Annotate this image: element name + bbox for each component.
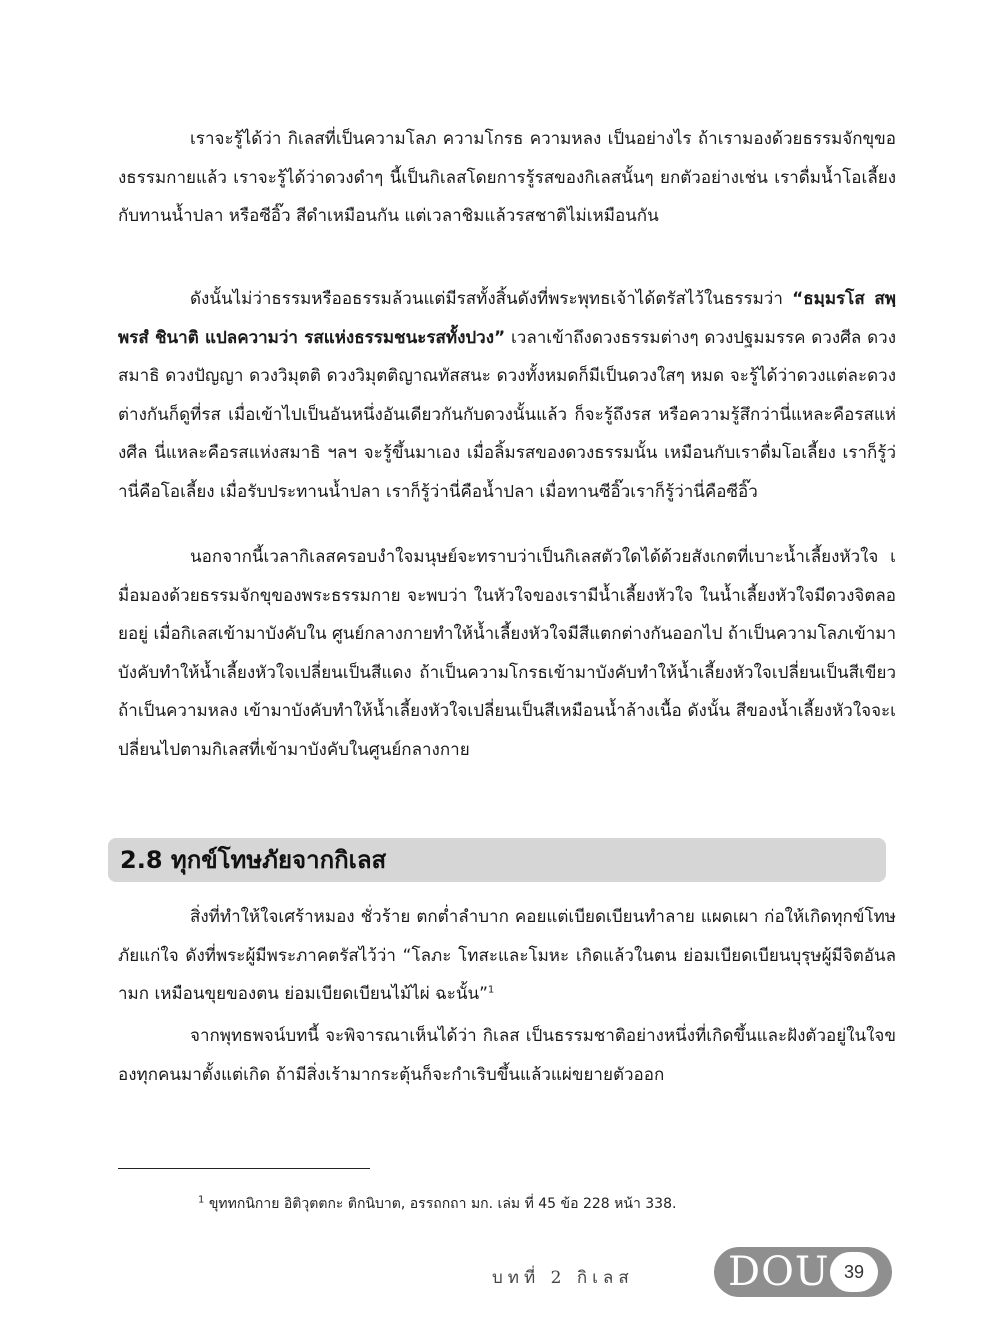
footnote-text: ขุททกนิกาย อิติวุตตกะ ติกนิบาต, อรรถกถา มก. เล่ม ที่ 45 ข้อ 228 หน้า 338. <box>208 1196 677 1212</box>
section-heading: 2.8 ทุกข์โทษภัยจากกิเลส <box>120 846 387 874</box>
page-number: 39 <box>843 1262 865 1282</box>
paragraph-4-text: สิ่งที่ทำให้ใจเศร้าหมอง ชั่วร้าย ตกต่ำลำบาก คอยแต่เบียดเบียนทำลาย แผดเผา ก่อให้เกิดทุกข์โทษภัยแก่ใจ ดังที่พระผู้มีพระภาคตรัสไว้ว่า “โลภะ โทสะและโมหะ เกิดแล้วในตน ย่อมเบียดเบียนบุรุษผู้มีจิตอันลามก เหมือนขุยของตน ย่อมเบียดเบียนไม้ไผ่ ฉะนั้น” <box>118 907 896 1004</box>
paragraph-2-text-after: เวลาเข้าถึงดวงธรรมต่างๆ ดวงปฐมมรรค ดวงศีล ดวงสมาธิ ดวงปัญญา ดวงวิมุตติ ดวงวิมุตติญาณทัสสนะ ดวงทั้งหมดก็มีเป็นดวงใสๆ หมด จะรู้ได้ว่าดวงแต่ละดวงต่างกันก็ดูที่รส เมื่อเข้าไปเป็นอันหนึ่งอันเดียวกันกับดวงนั้นแล้ว ก็จะรู้ถึงรส หรือความรู้สึกว่านี่แหละคือรสแห่งศีล นี่แหละคือรสแห่งสมาธิ ฯลฯ จะรู้ขึ้นมาเอง เมื่อลิ้มรสของดวงธรรมนั้น เหมือนกับเราดื่มโอเลี้ยง เราก็รู้ว่านี่คือโอเลี้ยง เมื่อรับประทานน้ำปลา เราก็รู้ว่านี่คือน้ำปลา เมื่อทานซีอิ๊วเราก็รู้ว่านี่คือซีอิ๊ว <box>118 327 897 502</box>
paragraph-1-text: เราจะรู้ได้ว่า กิเลสที่เป็นความโลภ ความโกรธ ความหลง เป็นอย่างไร ถ้าเรามองด้วยธรรมจักขุของธรรมกายแล้ว เราจะรู้ได้ว่าดวงดำๆ นี้เป็นกิเลสโดยการรู้รสของกิเลสนั้นๆ ยกตัวอย่างเช่น เราดื่มน้ำโอเลี้ยงกับทานน้ำปลา หรือซีอิ๊ว สีดำเหมือนกัน แต่เวลาชิมแล้วรสชาติไม่เหมือนกัน <box>118 129 896 226</box>
footnote-reference[interactable]: 1 <box>487 984 495 996</box>
paragraph-2 <box>118 280 896 511</box>
footnote-divider <box>118 1168 370 1169</box>
chapter-label: บทที่ 2 กิเลส <box>492 1268 634 1288</box>
dou-logo-text: DOU <box>728 1249 830 1295</box>
footnote <box>198 1194 676 1214</box>
paragraph-4 <box>118 898 896 1014</box>
paragraph-1 <box>118 120 896 236</box>
pali-quote: “ธมฺมรโส สพฺพรสํ ชินาติ แปลความว่า รสแห่งธรรมชนะรสทั้งปวง” <box>118 289 896 348</box>
footnote-marker: 1 <box>198 1194 205 1206</box>
paragraph-5-text: จากพุทธพจน์บทนี้ จะพิจารณาเห็นได้ว่า กิเลส เป็นธรรมชาติอย่างหนึ่งที่เกิดขึ้นและฝังตัวอยู่ในใจของทุกคนมาตั้งแต่เกิด ถ้ามีสิ่งเร้ามากระตุ้นก็จะกำเริบขึ้นแล้วแผ่ขยายตัวออก <box>118 1026 896 1085</box>
paragraph-5 <box>118 1017 896 1094</box>
paragraph-2-text-before: ดังนั้นไม่ว่าธรรมหรืออธรรมล้วนแต่มีรสทั้งสิ้นดังที่พระพุทธเจ้าได้ตรัสไว้ในธรรมว่า <box>190 289 793 309</box>
paragraph-3-text: นอกจากนี้เวลากิเลสครอบงำใจมนุษย์จะทราบว่าเป็นกิเลสตัวใดได้ด้วยสังเกตที่เบาะน้ำเลี้ยงหัวใจ เมื่อมองด้วยธรรมจักขุของพระธรรมกาย จะพบว่า ในหัวใจของเรามีน้ำเลี้ยงหัวใจ ในน้ำเลี้ยงหัวใจมีดวงจิตลอยอยู่ เมื่อกิเลสเข้ามาบังคับใน ศูนย์กลางกายทำให้น้ำเลี้ยงหัวใจมีสีแตกต่างกันออกไป ถ้าเป็นความโลภเข้ามาบังคับทำให้น้ำเลี้ยงหัวใจเปลี่ยนเป็นสีแดง ถ้าเป็นความโกรธเข้ามาบังคับทำให้น้ำเลี้ยงหัวใจเปลี่ยนเป็นสีเขียว ถ้าเป็นความหลง เข้ามาบังคับทำให้น้ำเลี้ยงหัวใจเปลี่ยนเป็นสีเหมือนน้ำล้างเนื้อ ดังนั้น สีของน้ำเลี้ยงหัวใจจะเปลี่ยนไปตามกิเลสที่เข้ามาบังคับในศูนย์กลางกาย <box>118 547 896 760</box>
paragraph-3 <box>118 538 896 769</box>
